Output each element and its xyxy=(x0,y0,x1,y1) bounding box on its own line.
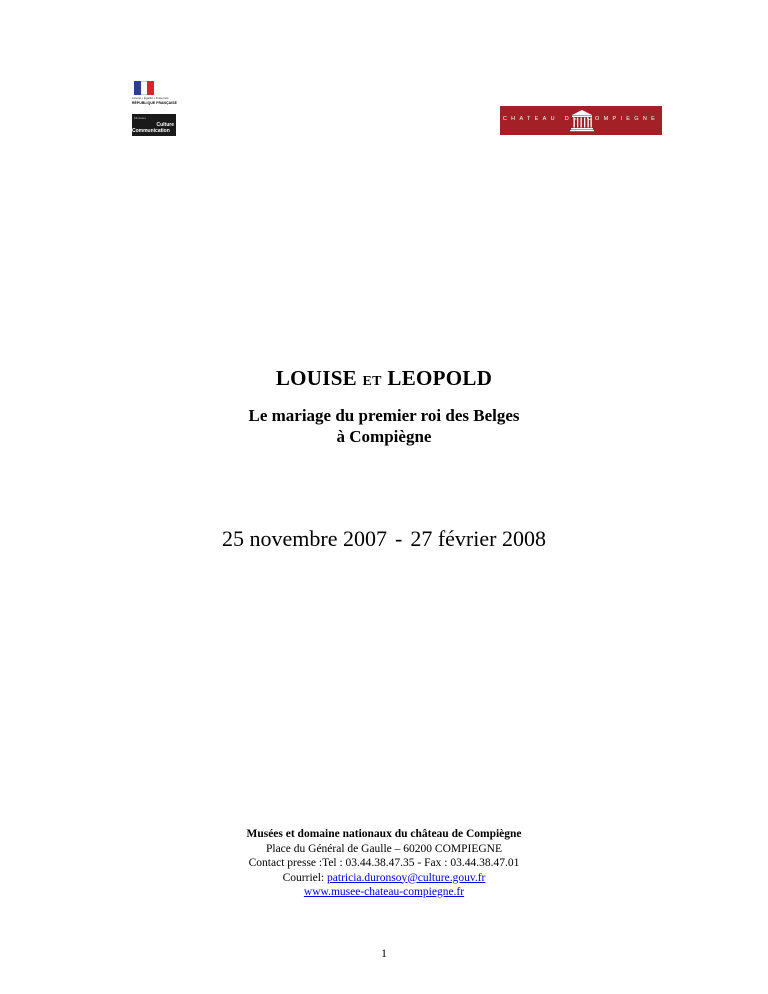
ministry-line2: Communication xyxy=(132,128,170,134)
contact-organization: Musées et domaine nationaux du château de Compiègne xyxy=(246,828,522,840)
contact-address: Place du Général de Gaulle – 60200 COMPIEGNE xyxy=(265,842,502,855)
rf-motto: Liberté • Égalité • Fraternité xyxy=(132,96,169,100)
subtitle-line1: Le mariage du premier roi des Belges xyxy=(248,406,520,425)
contact-block xyxy=(0,827,768,900)
start-date: 25 novembre 2007 xyxy=(222,526,387,551)
subtitle-line2: à Compiègne xyxy=(336,427,432,446)
exhibition-dates xyxy=(0,526,768,552)
title-connector: ET xyxy=(362,374,382,389)
page-number: 1 xyxy=(381,946,387,960)
ministry-culture-logo xyxy=(132,114,176,136)
ministry-label: Ministère xyxy=(134,116,147,120)
contact-website-line xyxy=(0,885,768,900)
contact-phone: Contact presse :Tel : 03.44.38.47.35 - Fax : 03.44.38.47.01 xyxy=(248,857,520,869)
email-label: Courriel: xyxy=(282,871,328,884)
contact-email-line xyxy=(0,871,768,886)
exhibition-subtitle xyxy=(0,405,768,447)
ministry-line1: Culture xyxy=(156,122,174,128)
title-part1: LOUISE xyxy=(275,366,357,390)
website-link[interactable]: www.musee-chateau-compiegne.fr xyxy=(303,886,465,898)
date-separator: - xyxy=(395,526,403,551)
email-link[interactable]: patricia.duronsoy@culture.gouv.fr xyxy=(327,871,486,884)
exhibition-title xyxy=(0,366,768,391)
chateau-compiegne-logo xyxy=(500,106,662,135)
title-part2: LEOPOLD xyxy=(387,366,493,390)
rf-name: RÉPUBLIQUE FRANÇAISE xyxy=(132,101,177,105)
end-date: 27 février 2008 xyxy=(410,526,546,551)
chateau-logo-text: CHATEAU DE COMPIEGNE xyxy=(502,116,660,122)
republique-francaise-logo xyxy=(132,79,176,109)
marianne-icon xyxy=(134,81,154,95)
